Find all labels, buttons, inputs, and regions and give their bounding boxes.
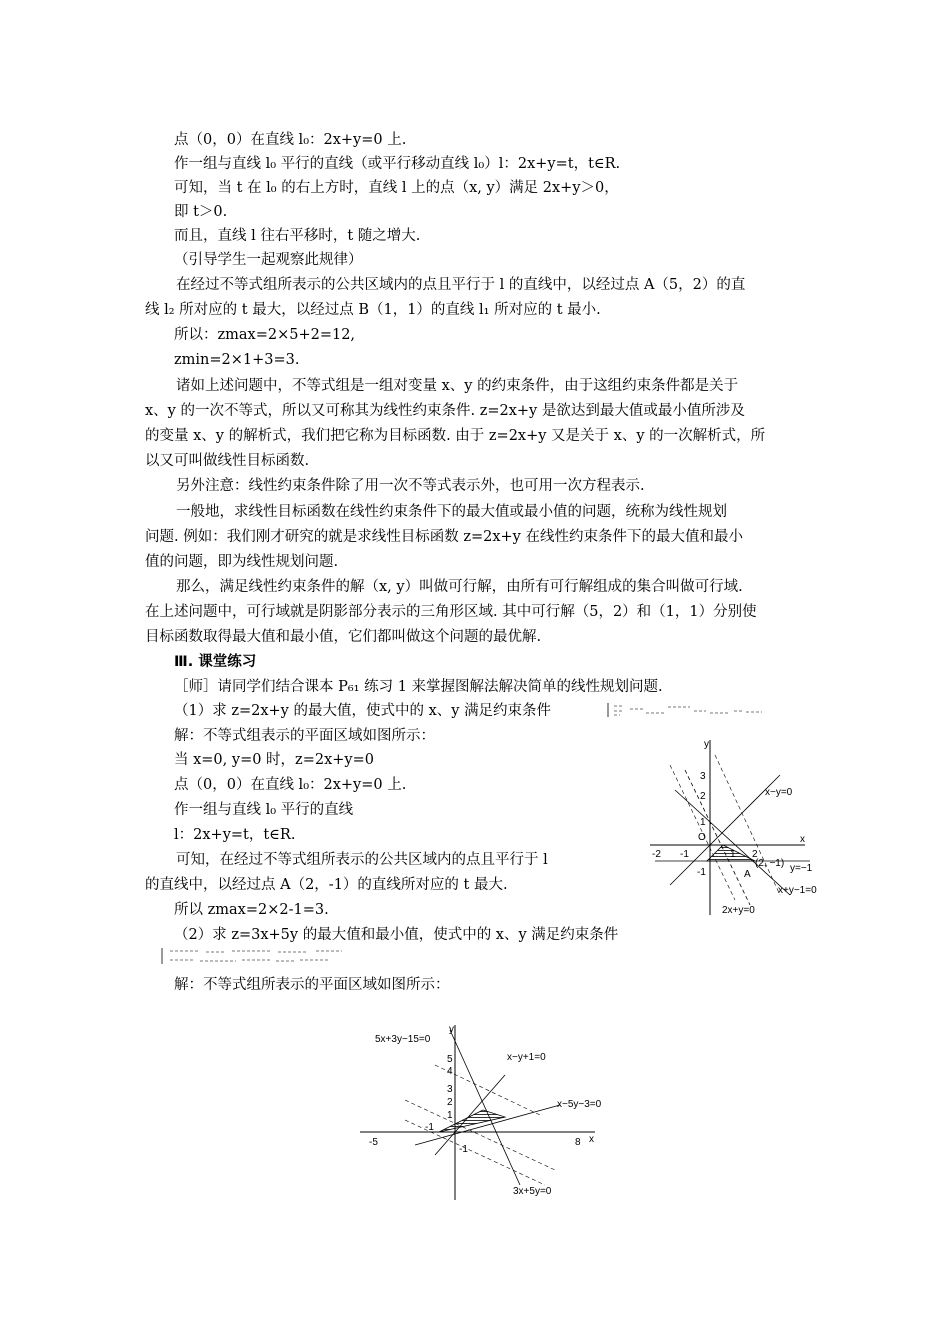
tick-label: 3: [700, 771, 706, 782]
text-line: 那么，满足线性约束条件的解（x, y）叫做可行解，由所有可行解组成的集合叫做可行域.: [176, 579, 743, 595]
x-axis-label: x: [589, 1134, 594, 1145]
text-line: （2）求 z=3x+5y 的最大值和最小值，使式中的 x、y 满足约束条件: [174, 927, 619, 943]
line-x-5y: [415, 1105, 560, 1145]
text-line: 诸如上述问题中，不等式组是一组对变量 x、y 的约束条件，由于这组约束条件都是关于: [176, 378, 739, 394]
text-line: ［师］请同学们结合课本 P₆₁ 练习 1 来掌握图解法解决简单的线性规划问题.: [174, 679, 663, 695]
y-axis-label: y: [704, 739, 709, 750]
tick-label: -1: [697, 867, 706, 878]
tick-label: -1: [425, 1122, 434, 1133]
tick-label: 8: [575, 1137, 581, 1148]
line-label: x−y+1=0: [507, 1052, 546, 1063]
text-line: 另外注意：线性约束条件除了用一次不等式表示外，也可用一次方程表示.: [176, 478, 645, 494]
line-label: x−y=0: [765, 787, 793, 798]
text-line: （1）求 z=2x+y 的最大值，使式中的 x、y 满足约束条件: [174, 703, 552, 719]
text-line: 可知，当 t 在 l₀ 的右上方时，直线 l 上的点（x, y）满足 2x+y＞0，: [174, 180, 619, 196]
tick-label: 1: [700, 817, 706, 828]
text-line: 一般地，求线性目标函数在线性约束条件下的最大值或最小值的问题，统称为线性规划: [176, 504, 727, 520]
line-label: x−5y−3=0: [557, 1099, 602, 1110]
tick-label: 1: [447, 1110, 453, 1121]
tick-label: -1: [680, 849, 689, 860]
y-axis-label: y: [449, 1024, 454, 1035]
tick-label: 5: [447, 1054, 453, 1065]
text-line: 即 t＞0.: [174, 204, 228, 220]
text-line: 解：不等式组表示的平面区域如图所示：: [174, 728, 435, 744]
line-x-plus-y: [675, 790, 790, 895]
tick-label: 3: [447, 1084, 453, 1095]
point-label: A: [744, 869, 751, 880]
text-line: 的变量 x、y 的解析式，我们把它称为目标函数. 由于 z=2x+y 又是关于 x、y 的一次解析式，所: [145, 428, 766, 444]
text-line: zmin=2×1+3=3.: [174, 352, 300, 368]
line-label: 2x+y=0: [722, 905, 755, 916]
tick-label: 4: [447, 1066, 453, 1077]
figure-2: [355, 1020, 630, 1205]
line-label: 5x+3y−15=0: [375, 1034, 431, 1045]
tick-label: 2: [447, 1097, 453, 1108]
line-label: x+y−1=0: [778, 885, 817, 896]
section-heading: Ⅲ. 课堂练习: [174, 654, 257, 670]
line-label: 3x+5y=0: [513, 1186, 552, 1197]
tick-label: 2: [752, 849, 758, 860]
text-line: x、y 的一次不等式，所以又可称其为线性约束条件. z=2x+y 是欲达到最大值或最小值所涉及: [145, 403, 745, 419]
text-line: 的直线中，以经过点 A（2，-1）的直线所对应的 t 最大.: [145, 877, 508, 893]
x-axis-label: x: [800, 834, 805, 845]
tick-label: -1: [459, 1144, 468, 1155]
text-line: 作一组与直线 l₀ 平行的直线（或平行移动直线 l₀）l：2x+y=t，t∈R.: [174, 156, 621, 172]
constraint-system-image: [606, 701, 768, 719]
tick-label: 2: [700, 791, 706, 802]
text-line: 目标函数取得最大值和最小值，它们都叫做这个问题的最优解.: [145, 629, 542, 645]
dashed-parallel: [405, 1100, 555, 1170]
text-line: 点（0，0）在直线 l₀：2x+y=0 上.: [174, 132, 407, 148]
text-line: 可知，在经过不等式组所表示的公共区域内的点且平行于 l: [176, 852, 548, 868]
text-line: 点（0，0）在直线 l₀：2x+y=0 上.: [174, 777, 407, 793]
tick-label: 1: [730, 849, 736, 860]
text-line: 当 x=0, y=0 时，z=2x+y=0: [174, 752, 374, 768]
origin-label: O: [698, 832, 706, 843]
text-line: 问题. 例如：我们刚才研究的就是求线性目标函数 z=2x+y 在线性约束条件下的最大值和最小: [145, 529, 743, 545]
point-coords: (2, −1): [755, 858, 785, 869]
text-line: 值的问题，即为线性规划问题.: [145, 554, 339, 570]
line-label: y=−1: [790, 863, 813, 874]
text-line: 所以：zmax=2×5+2=12,: [174, 327, 356, 343]
text-line: l：2x+y=t，t∈R.: [174, 827, 296, 843]
text-line: 以又可叫做线性目标函数.: [145, 453, 310, 469]
text-line: 在上述问题中，可行域就是阴影部分表示的三角形区域. 其中可行解（5，2）和（1，1）分别使: [145, 604, 757, 620]
text-line: 而且，直线 l 往右平移时，t 随之增大.: [174, 228, 421, 244]
text-line: 作一组与直线 l₀ 平行的直线: [174, 802, 354, 818]
text-line: 所以 zmax=2×2-1=3.: [174, 902, 329, 918]
tick-label: -2: [652, 849, 661, 860]
constraint-system-image-2: [160, 946, 366, 966]
figure-1: [640, 735, 840, 920]
text-line: （引导学生一起观察此规律）: [174, 252, 363, 268]
text-line: 线 l₂ 所对应的 t 最大，以经过点 B（1，1）的直线 l₁ 所对应的 t 最小.: [145, 302, 601, 318]
text-line: 在经过不等式组所表示的公共区域内的点且平行于 l 的直线中，以经过点 A（5，2）的直: [176, 277, 746, 293]
text-line: 解：不等式组所表示的平面区域如图所示：: [174, 977, 450, 993]
tick-label: -5: [369, 1137, 378, 1148]
